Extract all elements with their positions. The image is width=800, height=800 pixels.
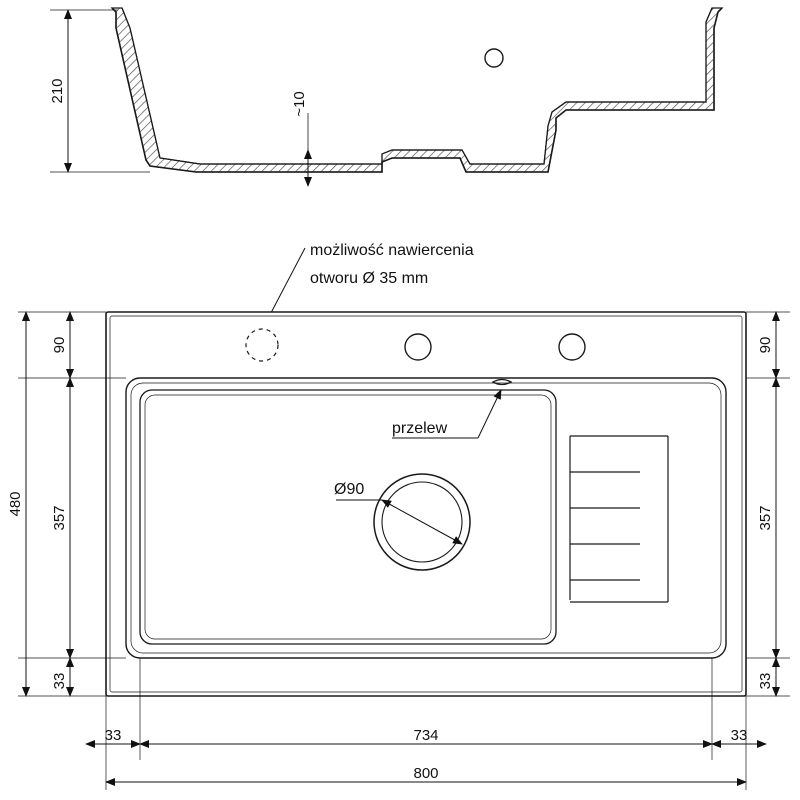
- dim-left-90-text: 90: [51, 336, 68, 354]
- dim-right-33-text: 33: [757, 672, 774, 690]
- overflow-label: przelew: [392, 420, 448, 437]
- section-dim-210-text: 210: [49, 78, 66, 104]
- dim-bottom-33r-text: 33: [730, 727, 748, 744]
- section-dim-10-text: ~10: [291, 91, 308, 117]
- top-view-outer-plate: [106, 312, 746, 696]
- dim-bottom-800-text: 800: [413, 765, 439, 782]
- section-wall-hatch: [112, 8, 722, 172]
- dim-right-357-text: 357: [757, 505, 774, 531]
- dim-left-357-text: 357: [51, 505, 68, 531]
- section-outer-profile: [112, 8, 722, 172]
- drain-dim-text: Ø90: [334, 481, 365, 498]
- dim-left-480-text: 480: [7, 491, 24, 517]
- section-inner-line: [122, 8, 712, 164]
- drill-note-line1: możliwość nawiercenia: [310, 242, 474, 259]
- dim-bottom-734-text: 734: [413, 727, 439, 744]
- dim-bottom-33l-text: 33: [104, 727, 122, 744]
- dim-left-33-text: 33: [51, 672, 68, 690]
- dim-right-90-text: 90: [757, 336, 774, 354]
- drill-note-line2: otworu Ø 35 mm: [310, 270, 429, 287]
- top-view-group: [7, 312, 790, 790]
- section-tap-hole: [485, 49, 503, 67]
- section-view-group: [49, 8, 722, 186]
